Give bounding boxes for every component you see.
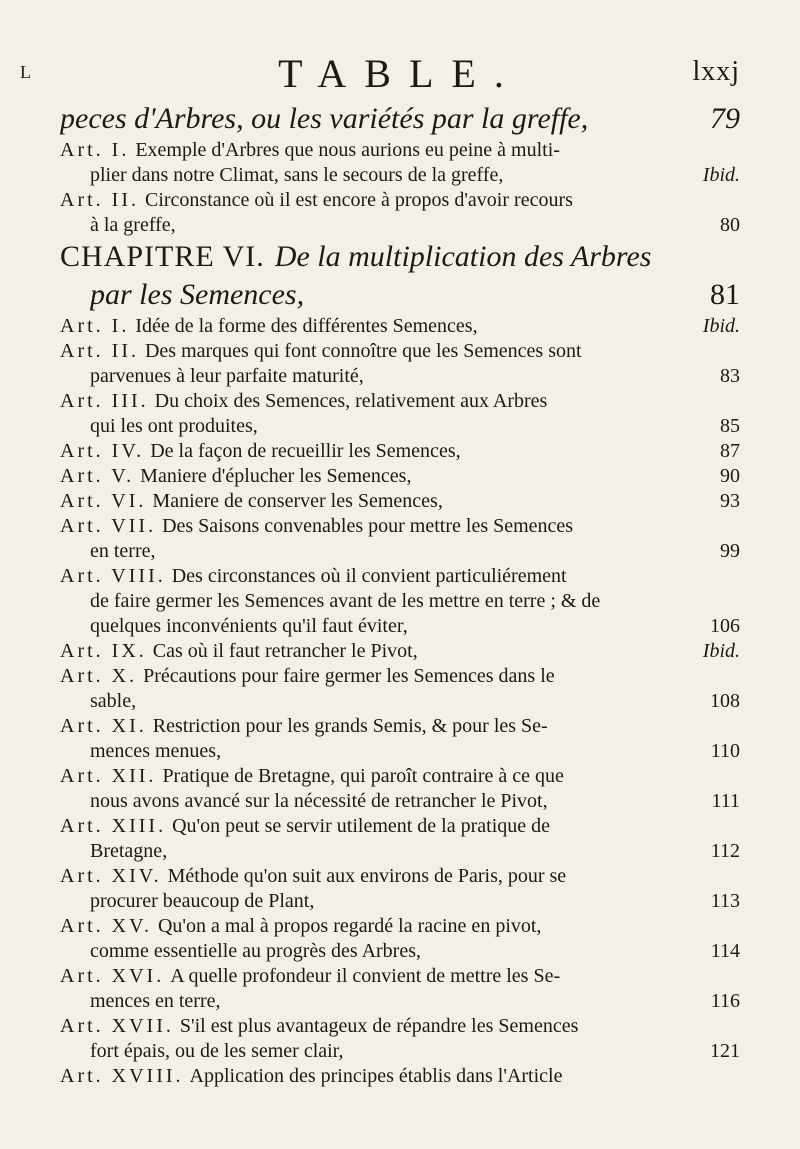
- toc-line: [60, 739, 740, 764]
- article-label: Art. V.: [60, 465, 135, 487]
- toc-entry: [60, 964, 740, 1014]
- toc-line: [60, 514, 740, 539]
- article-label: Art. XVIII.: [60, 1065, 184, 1087]
- article-text: à la greffe,: [90, 214, 176, 236]
- toc-entry: [60, 914, 740, 964]
- article-label: Art. II.: [60, 340, 139, 362]
- article-text: nous avons avancé sur la nécessité de retrancher le Pivot,: [90, 790, 548, 812]
- article-label: Art. III.: [60, 390, 149, 412]
- toc-line: [60, 489, 740, 514]
- article-text: Méthode qu'on suit aux environs de Paris, pour se: [167, 865, 567, 887]
- toc-line: [60, 276, 740, 314]
- article-label: Art. XV.: [60, 915, 152, 937]
- article-text: quelques inconvénients qu'il faut éviter,: [90, 615, 408, 637]
- toc-line: [60, 389, 740, 414]
- article-text: Précautions pour faire germer les Semences dans le: [143, 665, 555, 687]
- continued-chapter-title: peces d'Arbres, ou les variétés par la greffe,: [60, 102, 589, 135]
- page-number: 106: [710, 615, 740, 637]
- toc-line: [60, 213, 740, 238]
- toc-line: [60, 464, 740, 489]
- article-text: Du choix des Semences, relativement aux Arbres: [154, 390, 548, 412]
- article-text: en terre,: [90, 540, 156, 562]
- toc-entry: [60, 864, 740, 914]
- page-number: 80: [720, 214, 740, 236]
- toc-line: [60, 714, 740, 739]
- page-number: 81: [710, 278, 740, 311]
- toc-entry: [60, 714, 740, 764]
- article-label: Art. XIII.: [60, 815, 167, 837]
- article-text: de faire germer les Semences avant de les mettre en terre ; & de: [90, 590, 601, 612]
- page-number: 99: [720, 540, 740, 562]
- article-text: procurer beaucoup de Plant,: [90, 890, 315, 912]
- page-title: TABLE.: [278, 51, 522, 96]
- toc-entry: [60, 814, 740, 864]
- article-text: Qu'on peut se servir utilement de la pratique de: [172, 815, 551, 837]
- article-text: Circonstance où il est encore à propos d'avoir recours: [144, 189, 573, 211]
- toc-line: [60, 439, 740, 464]
- toc-line: [60, 614, 740, 639]
- article-text: Pratique de Bretagne, qui paroît contraire à ce que: [162, 765, 564, 787]
- toc-entry: [60, 564, 740, 639]
- page-number: 85: [720, 415, 740, 437]
- toc-entry: [60, 514, 740, 564]
- article-text: Restriction pour les grands Semis, & pour les Se-: [152, 715, 548, 737]
- page-number: 90: [720, 465, 740, 487]
- article-label: Art. II.: [60, 189, 139, 211]
- toc-entry: [60, 639, 740, 664]
- toc-entry: [60, 1064, 740, 1089]
- toc-line: [60, 414, 740, 439]
- article-text: Cas où il faut retrancher le Pivot,: [152, 640, 418, 662]
- page-number: 114: [710, 940, 740, 962]
- toc-line: [60, 864, 740, 889]
- toc-line: [60, 839, 740, 864]
- article-text: mences en terre,: [90, 990, 221, 1012]
- article-label: Art. XII.: [60, 765, 157, 787]
- page-number: 83: [720, 365, 740, 387]
- toc-entry: [60, 439, 740, 464]
- article-text: S'il est plus avantageux de répandre les Semences: [179, 1015, 579, 1037]
- toc-line: [60, 639, 740, 664]
- page-numeral: lxxj: [692, 56, 740, 87]
- article-text: A quelle profondeur il convient de mettre les Se-: [170, 965, 561, 987]
- page-number: 112: [710, 840, 740, 862]
- toc-line: [60, 789, 740, 814]
- article-text: Bretagne,: [90, 840, 168, 862]
- article-label: Art. X.: [60, 665, 138, 687]
- toc-line: [60, 364, 740, 389]
- toc-line: [60, 539, 740, 564]
- article-text: parvenues à leur parfaite maturité,: [90, 365, 364, 387]
- page-number: 121: [710, 1040, 740, 1062]
- toc-entry: [60, 489, 740, 514]
- article-text: Qu'on a mal à propos regardé la racine en pivot,: [157, 915, 542, 937]
- toc-line: [60, 914, 740, 939]
- chapter-title: De la multiplication des Arbres: [274, 240, 652, 273]
- article-label: Art. VII.: [60, 515, 157, 537]
- toc-entry: [60, 1014, 740, 1064]
- toc-entry: [60, 389, 740, 439]
- toc-line: [60, 964, 740, 989]
- toc-line: [60, 188, 740, 213]
- article-text: mences menues,: [90, 740, 222, 762]
- chapter-label: CHAPITRE VI.: [60, 240, 265, 273]
- toc-entry: [60, 664, 740, 714]
- toc-line: [60, 814, 740, 839]
- article-text: Des Saisons convenables pour mettre les Semences: [162, 515, 574, 537]
- page-number: 108: [710, 690, 740, 712]
- toc-line: [60, 314, 740, 339]
- article-text: Maniere d'éplucher les Semences,: [140, 465, 412, 487]
- toc-line: [60, 564, 740, 589]
- table-of-contents: [60, 100, 740, 1089]
- article-text: Des marques qui font connoître que les Semences sont: [144, 340, 582, 362]
- toc-entry: [60, 339, 740, 389]
- article-label: Art. I.: [60, 315, 130, 337]
- article-label: Art. XIV.: [60, 865, 162, 887]
- article-label: Art. IX.: [60, 640, 147, 662]
- article-text: fort épais, ou de les semer clair,: [90, 1040, 344, 1062]
- toc-entry: [60, 314, 740, 339]
- page-number: 79: [710, 102, 740, 135]
- article-label: Art. VIII.: [60, 565, 166, 587]
- page-number: 93: [720, 490, 740, 512]
- page-number: Ibid.: [702, 640, 740, 662]
- toc-entry: [60, 238, 740, 314]
- toc-entry: [60, 138, 740, 188]
- toc-line: [60, 989, 740, 1014]
- toc-line: [60, 138, 740, 163]
- article-label: Art. I.: [60, 139, 130, 161]
- article-text: Des circonstances où il convient particuliérement: [171, 565, 567, 587]
- toc-line: [60, 664, 740, 689]
- toc-line: [60, 689, 740, 714]
- page-header: [0, 50, 800, 100]
- article-text: plier dans notre Climat, sans le secours de la greffe,: [90, 164, 504, 186]
- toc-entry: [60, 764, 740, 814]
- toc-entry: [60, 464, 740, 489]
- article-text: qui les ont produites,: [90, 415, 258, 437]
- toc-line: [60, 764, 740, 789]
- toc-entry: [60, 188, 740, 238]
- article-text: sable,: [90, 690, 137, 712]
- page-number: 111: [711, 790, 740, 812]
- toc-entry: [60, 100, 740, 138]
- article-label: Art. IV.: [60, 440, 145, 462]
- article-text: De la façon de recueillir les Semences,: [150, 440, 461, 462]
- page-number: 87: [720, 440, 740, 462]
- page-number: 116: [710, 990, 740, 1012]
- toc-line: [60, 100, 740, 138]
- article-text: Exemple d'Arbres que nous aurions eu peine à multi-: [135, 139, 560, 161]
- toc-line: [60, 1014, 740, 1039]
- article-label: Art. XI.: [60, 715, 147, 737]
- chapter-title-cont: par les Semences,: [90, 278, 305, 311]
- toc-line: [60, 339, 740, 364]
- toc-line: [60, 1039, 740, 1064]
- page-number: 110: [710, 740, 740, 762]
- page-number: 113: [710, 890, 740, 912]
- toc-line: [60, 889, 740, 914]
- article-text: comme essentielle au progrès des Arbres,: [90, 940, 422, 962]
- article-label: Art. XVII.: [60, 1015, 174, 1037]
- page-number: Ibid.: [702, 164, 740, 186]
- article-text: Maniere de conserver les Semences,: [152, 490, 443, 512]
- article-text: Application des principes établis dans l'Article: [189, 1065, 563, 1087]
- article-label: Art. XVI.: [60, 965, 165, 987]
- toc-line: [60, 238, 740, 276]
- page-number: Ibid.: [702, 315, 740, 337]
- article-text: Idée de la forme des différentes Semences,: [135, 315, 478, 337]
- article-label: Art. VI.: [60, 490, 147, 512]
- corner-mark: L: [20, 62, 31, 82]
- toc-line: [60, 163, 740, 188]
- toc-line: [60, 1064, 740, 1089]
- toc-line: [60, 589, 740, 614]
- toc-line: [60, 939, 740, 964]
